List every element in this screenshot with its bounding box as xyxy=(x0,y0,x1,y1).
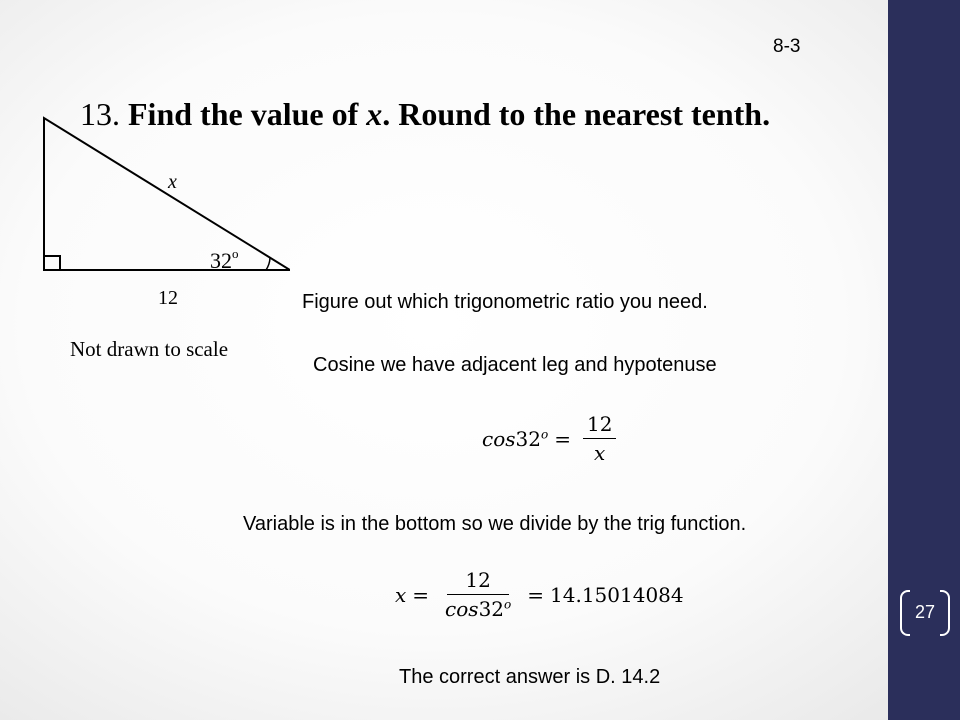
eq2-equals-2: = xyxy=(527,582,545,607)
title-variable: x xyxy=(366,96,383,132)
angle-label: 32$^o$ xyxy=(210,246,239,273)
scale-note: Not drawn to scale xyxy=(70,337,229,360)
slide-number-box xyxy=(900,590,950,636)
step-1: Figure out which trigonometric ratio you need. xyxy=(302,291,708,313)
eq2-denominator: cos32$^o$ xyxy=(445,597,512,621)
eq1-numerator: 12 xyxy=(583,412,616,439)
base-label: 12 xyxy=(158,287,178,309)
hypotenuse-label: x xyxy=(168,171,177,193)
angle-arc xyxy=(266,258,270,270)
step-2: Cosine we have adjacent leg and hypotenuse xyxy=(313,354,717,376)
step-3: Variable is in the bottom so we divide by the trig function. xyxy=(243,513,747,535)
eq1-lhs: cos32$^o$ xyxy=(482,426,549,451)
eq2-result: 14.15014084 xyxy=(550,582,684,607)
equation-1 xyxy=(482,412,622,465)
eq1-fraction xyxy=(583,412,616,465)
right-angle-marker xyxy=(44,256,60,270)
triangle xyxy=(44,118,290,270)
problem-number: 13. xyxy=(80,96,120,132)
eq2-fraction xyxy=(441,568,515,621)
problem-prompt: Find the value of x. Round to the nearest tenth. xyxy=(128,96,771,132)
equation-2 xyxy=(395,568,684,621)
triangle-figure xyxy=(30,110,290,360)
eq1-denominator: x xyxy=(594,441,606,465)
eq2-numerator: 12 xyxy=(447,568,508,595)
eq1-equals: = xyxy=(554,426,571,451)
answer-text: The correct answer is D. 14.2 xyxy=(399,666,661,688)
eq2-equals: = xyxy=(412,582,430,607)
section-tag: 8-3 xyxy=(773,36,801,57)
slide-number: 27 xyxy=(914,602,936,622)
eq2-lhs: x xyxy=(395,582,407,607)
